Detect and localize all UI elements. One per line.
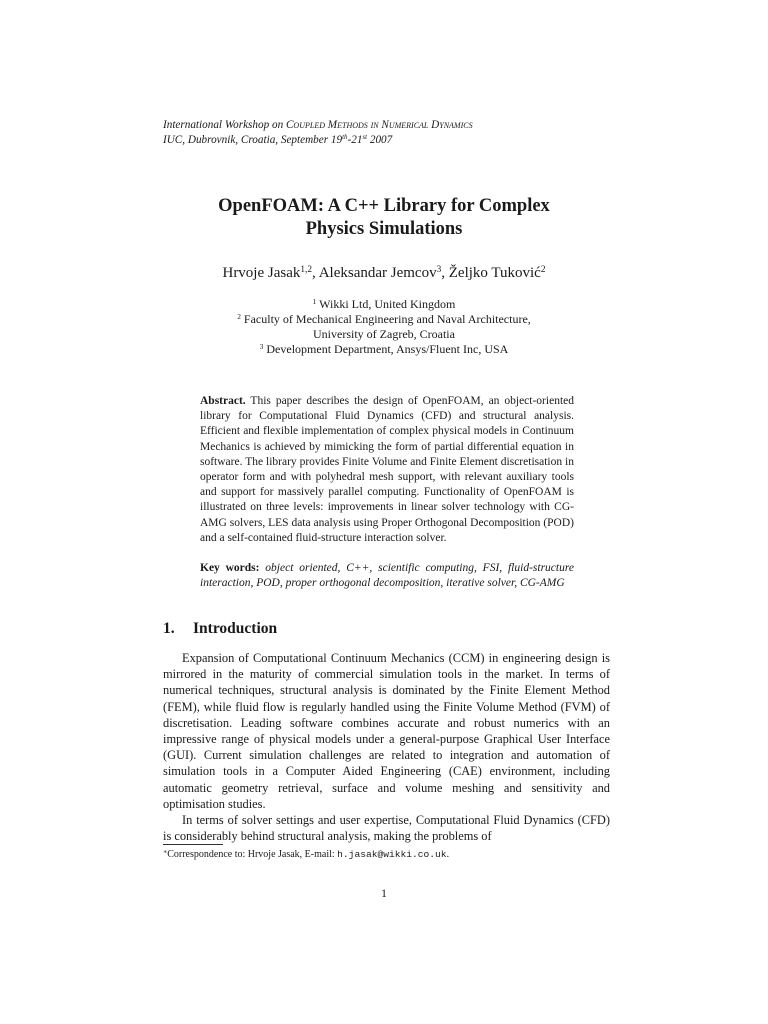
author: Hrvoje Jasak$^{1,2}$, bbox=[222, 264, 319, 281]
workshop-name: Coupled Methods in Numerical Dynamics bbox=[285, 119, 473, 131]
paragraph: In terms of solver settings and user expertise, Computational Fluid Dynamics (CFD) is considerably behind structural analysis, making the problems of bbox=[163, 813, 610, 844]
author: Aleksandar Jemcov$^3$, bbox=[318, 264, 449, 281]
affiliation-1: $^1$ Wikki Ltd, United Kingdom bbox=[312, 296, 456, 311]
footnote: ∗Correspondence to: Hrvoje Jasak, E-mail: h.jasak@wikki.co.uk. bbox=[163, 848, 450, 860]
affiliation-3: $^3$ Development Department, Ansys/Fluent Inc, USA bbox=[259, 341, 509, 356]
header-line-1: International Workshop on Coupled Methods in Numerical Dynamics bbox=[163, 119, 473, 131]
paper-title bbox=[0, 195, 768, 241]
page-number: 1 bbox=[381, 886, 387, 900]
header-line-2: IUC, Dubrovnik, Croatia, September 19th-21st 2007 bbox=[163, 133, 393, 146]
abstract-text: This paper describes the design of OpenFOAM, an object-oriented library for Computational Fluid Dynamics (CFD) and structural analysis. Efficient and flexible implementation of complex physical models in Continuum Mechanics is achieved by mimicking the form of partial differential equation in software. The library provides Finite Volume and Finite Element discretisation in operator form and with polyhedral mesh support, with relevant auxiliary tools and support for massively parallel computing. Functionality of OpenFOAM is illustrated on three levels: improvements in linear solver technology with CG-AMG solvers, LES data analysis using Proper Orthogonal Decomposition (POD) and a self-contained fluid-structure interaction solver. bbox=[200, 395, 574, 544]
affiliation-2: $^2$ Faculty of Mechanical Engineering and Naval Architecture, bbox=[237, 311, 531, 326]
author-list bbox=[0, 263, 768, 283]
title-line-1: OpenFOAM: A C++ Library for Complex bbox=[218, 196, 550, 216]
abstract bbox=[200, 394, 574, 546]
conference-header bbox=[163, 118, 473, 148]
keywords bbox=[200, 561, 574, 591]
section-number: 1. bbox=[163, 620, 175, 637]
footnote-rule bbox=[163, 844, 223, 845]
affiliations bbox=[0, 297, 768, 357]
title-line-2: Physics Simulations bbox=[305, 219, 463, 239]
section-heading bbox=[163, 619, 277, 639]
body-text bbox=[163, 650, 610, 844]
paragraph: Expansion of Computational Continuum Mechanics (CCM) in engineering design is mirrored in the maturity of commercial simulation tools in the market. In terms of numerical techniques, structural analysis is dominated by the Finite Element Method (FEM), while fluid flow is regularly handled using the Finite Volume Method (FVM) of discretisation. Leading software combines accurate and robust numerics with an impressive range of physical models under a general-purpose Graphical User Interface (GUI). Current simulation challenges are related to integration and automation of simulation tools in a Computer Aided Engineering (CAE) environment, including automatic geometry retrieval, surface and volume meshing and sensitivity and optimisation studies. bbox=[163, 651, 610, 811]
author: Željko Tuković$^2$ bbox=[448, 264, 546, 281]
keywords-text: object oriented, C++, scientific computing, FSI, fluid-structure interaction, POD, proper orthogonal decomposition, iterative solver, CG-AMG bbox=[200, 562, 574, 590]
footnote-email: h.jasak@wikki.co.uk bbox=[337, 849, 447, 860]
keywords-label: Key words: bbox=[200, 562, 260, 574]
abstract-label: Abstract. bbox=[200, 395, 246, 407]
section-title: Introduction bbox=[193, 620, 278, 637]
affiliation-2-cont: University of Zagreb, Croatia bbox=[313, 327, 455, 341]
